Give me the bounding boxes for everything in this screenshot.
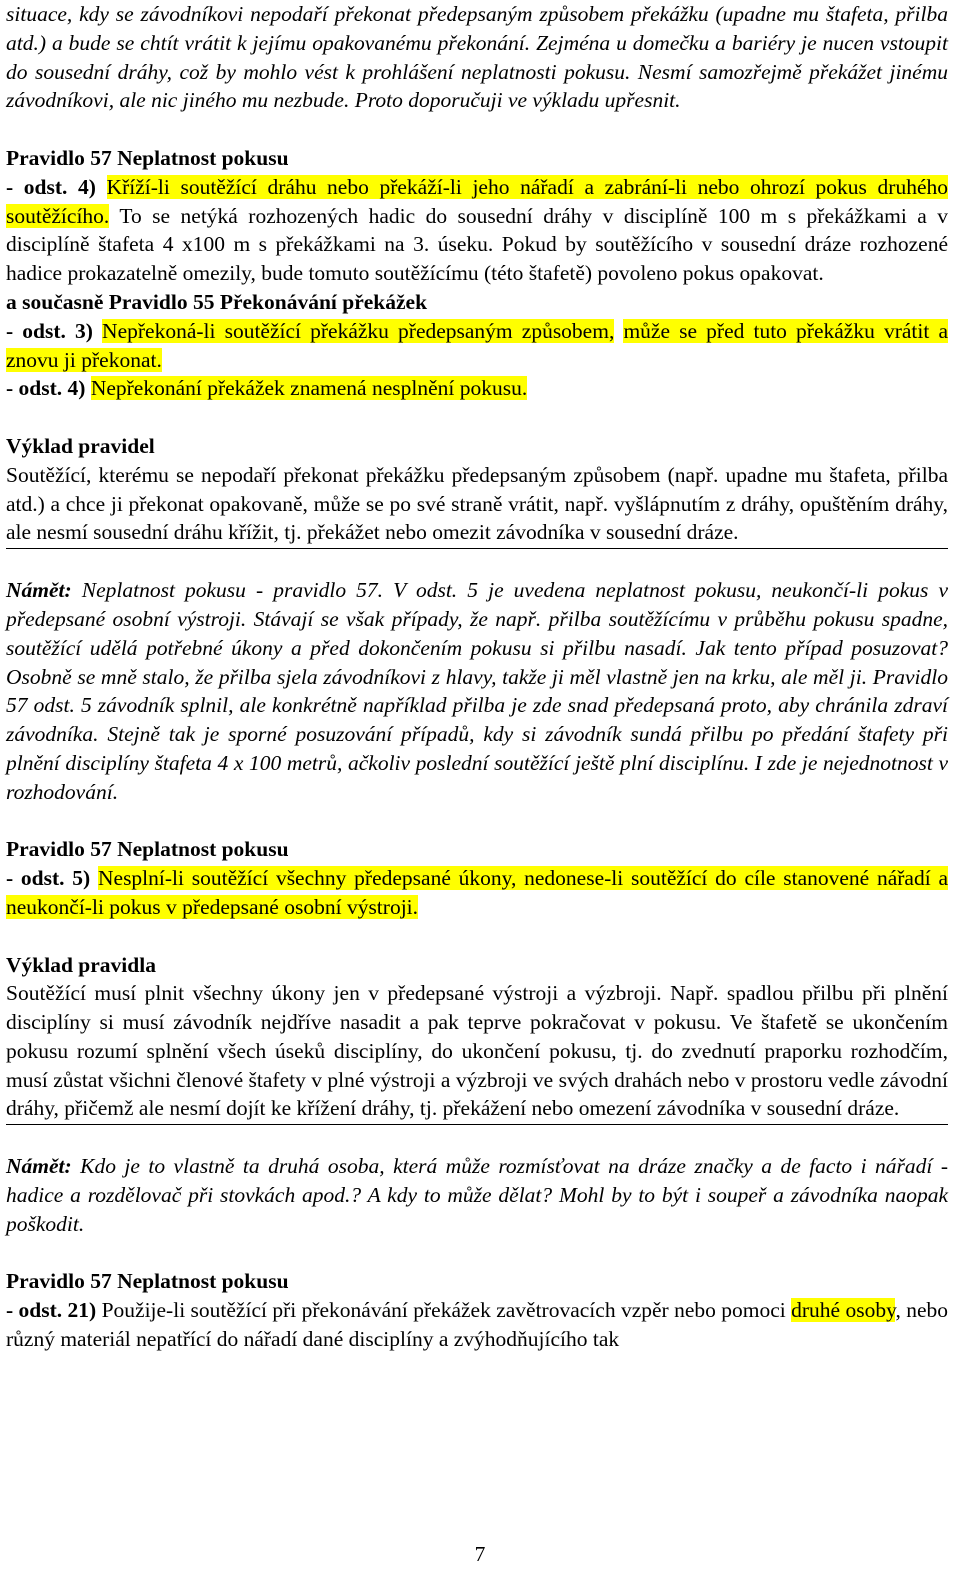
paragraph-text: , nebo různý materiál nepatřící do nářadí dané disciplíny a zvýhodňujícího tak [6, 1298, 948, 1352]
paragraph-label: - odst. 4) [6, 174, 96, 199]
document-page [6, 0, 948, 1354]
page-number: 7 [474, 1542, 486, 1566]
section-heading-rule-55: a současně Pravidlo 55 Překonávání překážek [6, 289, 428, 314]
paragraph-text: To se netýká rozhozených hadic do sousední dráhy v disciplíně 100 m s překážkami a v disciplíně štafeta 4 x100 m s překážkami na 3. úseku. Pokud by soutěžícího v sousední dráze rozhozené hadice prokazatelně omezily, bude tomuto soutěžícímu (této štafetě) povoleno pokus opakovat. [6, 203, 948, 286]
paragraph-label: - odst. 21) [6, 1298, 97, 1323]
highlighted-text: může se před tuto překážku vrátit a znovu ji překonat. [6, 318, 948, 372]
paragraph-label: - odst. 5) [6, 866, 91, 891]
highlighted-text: Kříží-li soutěžící dráhu nebo překáží-li jeho nářadí a zabrání-li nebo ohrozí pokus druhého soutěžícího. [6, 174, 948, 228]
section-heading-rule-57: Pravidlo 57 Neplatnost pokusu [6, 145, 289, 170]
suggestion-label: Námět: [6, 578, 72, 603]
suggestion-text: Neplatnost pokusu - pravidlo 57. V odst. 5 je uvedena neplatnost pokusu, neukončí-li pokus v předepsané osobní výstroji. Stávají se však případy, že např. přilba soutěžícímu v průběhu pokusu spadne, soutěžící udělá potřebné úkony a před dokončením pokusu si přilbu nasadí. Jak tento případ posuzovat? Osobně se mně stalo, že přilba sjela závodníkovi z hlavy, takže ji měl vlastně jen na krku, ale měl ji. Pravidlo 57 odst. 5 závodník splnil, ale konkrétně například přilba je zde snad předepsaná proto, aby chránila zdraví závodníka. Stejně tak je sporné posuzování případů, kdy si závodník sundá přilbu po předání štafety při plnění disciplíny štafeta 4 x 100 metrů, ačkoliv poslední soutěžící ještě plní disciplínu. I zde je nejednotnost v rozhodování. [6, 578, 948, 804]
interpretation-heading: Výklad pravidla [6, 952, 156, 977]
paragraph-label: - odst. 4) [6, 376, 86, 401]
suggestion-label: Námět: [6, 1154, 72, 1179]
intro-paragraph: situace, kdy se závodníkovi nepodaří překonat předepsaným způsobem překážku (upadne mu štafeta, přilba atd.) a bude se chtít vrátit k jejímu opakovanému překonání. Zejména u domečku a bariéry je nucen vstoupit do sousední dráhy, což by mohlo vést k prohlášení neplatnosti pokusu. Nesmí samozřejmě překážet jinému závodníkovi, ale nic jiného mu nezbude. Proto doporučuji ve výkladu upřesnit. [6, 2, 948, 113]
rule-55-odst-4 [6, 374, 948, 403]
rule-57-odst-21 [6, 1296, 948, 1354]
highlighted-text: Nepřekoná-li soutěžící překážku předepsaným způsobem, [102, 318, 615, 343]
rule-55-odst-3 [6, 317, 948, 375]
section-heading-rule-57: Pravidlo 57 Neplatnost pokusu [6, 837, 289, 862]
highlighted-text: Nesplní-li soutěžící všechny předepsané úkony, nedonese-li soutěžící do cíle stanovené nářadí a neukončí-li pokus v předepsané osobní výstroji. [6, 866, 949, 919]
interpretation-heading: Výklad pravidel [6, 433, 155, 458]
suggestion-text: Kdo je to vlastně ta druhá osoba, která může rozmísťovat na dráze značky a de facto i nářadí - hadice a rozdělovač při stovkách apod.? A kdy to může dělat? Mohl by to být i soupeř a závodníka naopak poškodit. [6, 1154, 948, 1236]
highlighted-text: druhé osoby [791, 1298, 896, 1323]
suggestion-paragraph [6, 1152, 948, 1238]
paragraph-text: Použije-li soutěžící při překonávání překážek zavětrovacích vzpěr nebo pomoci [96, 1298, 786, 1323]
highlighted-text: Nepřekonání překážek znamená nesplnění pokusu. [90, 376, 528, 401]
interpretation-text: Soutěžící, kterému se nepodaří překonat překážku předepsaným způsobem (např. upadne mu štafeta, přilba atd.) a chce ji překonat opakovaně, může se po své straně vrátit, např. vyšlápnutím z dráhy, opuštěním dráhy, ale nesmí sousední dráhu křížit, tj. překážet nebo omezit závodníka v sousední dráze. [6, 462, 948, 545]
section-heading-rule-57: Pravidlo 57 Neplatnost pokusu [6, 1269, 289, 1294]
suggestion-paragraph [6, 576, 948, 806]
interpretation-text: Soutěžící musí plnit všechny úkony jen v předepsané výstroji a výzbroji. Např. spadlou přilbu při plnění disciplíny si musí závodník nejdříve nasadit a pak teprve pokračovat v pokusu. Ve štafetě se ukončením pokusu rozumí splnění všech úseků disciplíny, do ukončení pokusu, tj. do zvednutí praporku rozhodčím, musí zůstat všichni členové štafety v plné výstroji a výzbroji ve svých drahách nebo v prostoru vedle závodní dráhy, přičemž ale nesmí dojít ke křížení dráhy, tj. překážení nebo omezení závodníka v sousední dráze. [6, 981, 948, 1121]
rule-57-odst-5 [6, 864, 948, 922]
rule-57-odst-4 [6, 173, 948, 288]
paragraph-label: - odst. 3) [6, 318, 93, 343]
